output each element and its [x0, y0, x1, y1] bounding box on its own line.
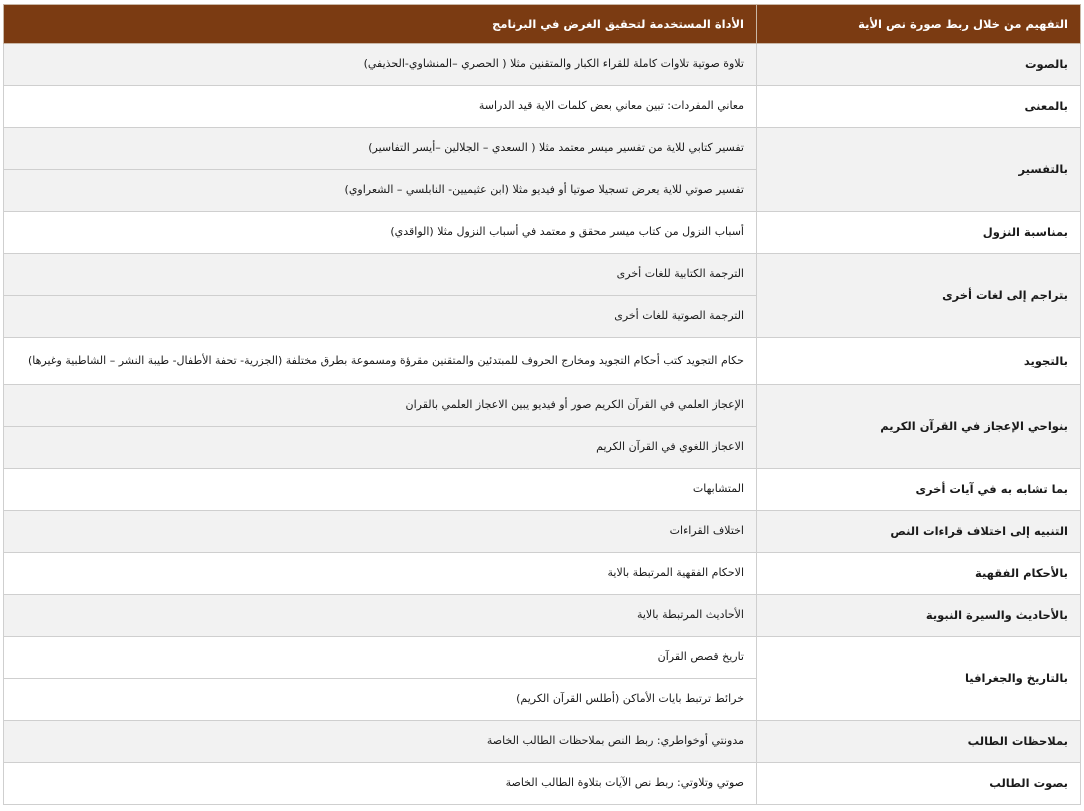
category-cell: بما تشابه به في آيات أخرى [757, 468, 1081, 510]
tool-cell: الاحكام الفقهية المرتبطة بالاية [4, 552, 757, 594]
table-row [4, 552, 1081, 594]
category-cell: بملاحظات الطالب [757, 720, 1081, 762]
category-cell: بالصوت [757, 44, 1081, 86]
category-cell: بالتاريخ والجغرافيا [757, 636, 1081, 720]
tool-cell: تاريخ قصص القرآن [4, 636, 757, 678]
table-row [4, 720, 1081, 762]
quran-tools-table [3, 4, 1081, 805]
table-row [4, 510, 1081, 552]
category-cell: بالأحاديث والسيرة النبوية [757, 594, 1081, 636]
tool-cell: الترجمة الكتابية للغات أخرى [4, 253, 757, 295]
table-row [4, 85, 1081, 127]
table-row [4, 594, 1081, 636]
table-row [4, 44, 1081, 86]
tool-cell: الترجمة الصوتية للغات أخرى [4, 295, 757, 337]
tool-cell: صوتي وتلاوتي: ربط نص الآيات بتلاوة الطالب الخاصة [4, 762, 757, 804]
header-row [4, 5, 1081, 44]
table-row [4, 253, 1081, 295]
category-cell: بالمعنى [757, 85, 1081, 127]
tool-cell: مدونتي أوخواطري: ربط النص بملاحظات الطالب الخاصة [4, 720, 757, 762]
table-row [4, 636, 1081, 678]
table-row [4, 127, 1081, 169]
table-row [4, 762, 1081, 804]
category-cell: بمناسبة النزول [757, 211, 1081, 253]
category-cell: بالتفسير [757, 127, 1081, 211]
tool-cell: الاعجاز اللغوي في القرآن الكريم [4, 426, 757, 468]
table-row [4, 468, 1081, 510]
category-cell: بصوت الطالب [757, 762, 1081, 804]
category-cell: التنبيه إلى اختلاف قراءات النص [757, 510, 1081, 552]
tool-cell: خرائط ترتبط بايات الأماكن (أطلس القرآن الكريم) [4, 678, 757, 720]
tool-cell: الأحاديث المرتبطة بالاية [4, 594, 757, 636]
category-cell: بالتجويد [757, 337, 1081, 384]
table-row [4, 337, 1081, 384]
tool-cell: تلاوة صوتية تلاوات كاملة للقراء الكبار والمتقنين مثلا ( الحصري –المنشاوي-الحذيفي) [4, 44, 757, 86]
category-cell: بالأحكام الفقهية [757, 552, 1081, 594]
tool-cell: تفسير صوتي للاية يعرض تسجيلا صوتيا أو فيديو مثلا (ابن عثيميين- النابلسي – الشعراوي) [4, 169, 757, 211]
header-understanding: التفهيم من خلال ربط صورة نص الأية [757, 5, 1081, 44]
table-row [4, 211, 1081, 253]
category-cell: بتراجم إلى لغات أخرى [757, 253, 1081, 337]
table-row [4, 385, 1081, 427]
tool-cell: معاني المفردات: تبين معاني بعض كلمات الاية قيد الدراسة [4, 85, 757, 127]
tool-cell: اختلاف القراءات [4, 510, 757, 552]
header-tool: الأداة المستخدمة لتحقيق الغرض في البرنامج [4, 5, 757, 44]
tool-cell: الإعجاز العلمي في القرآن الكريم صور أو فيديو يبين الاعجاز العلمي بالقران [4, 385, 757, 427]
category-cell: بنواحي الإعجاز في القرآن الكريم [757, 385, 1081, 469]
tool-cell: المتشابهات [4, 468, 757, 510]
tool-cell: أسباب النزول من كتاب ميسر محقق و معتمد في أسباب النزول مثلا (الواقدي) [4, 211, 757, 253]
tool-cell: تفسير كتابي للاية من تفسير ميسر معتمد مثلا ( السعدي – الجلالين –أيسر التفاسير) [4, 127, 757, 169]
tool-cell: حكام التجويد كتب أحكام التجويد ومخارج الحروف للمبتدئين والمتقنين مقرؤة ومسموعة بطرق مختلفة (الجزرية- تحفة الأطفال- طيبة النشر – الشاطبية وغيرها) [4, 337, 757, 384]
